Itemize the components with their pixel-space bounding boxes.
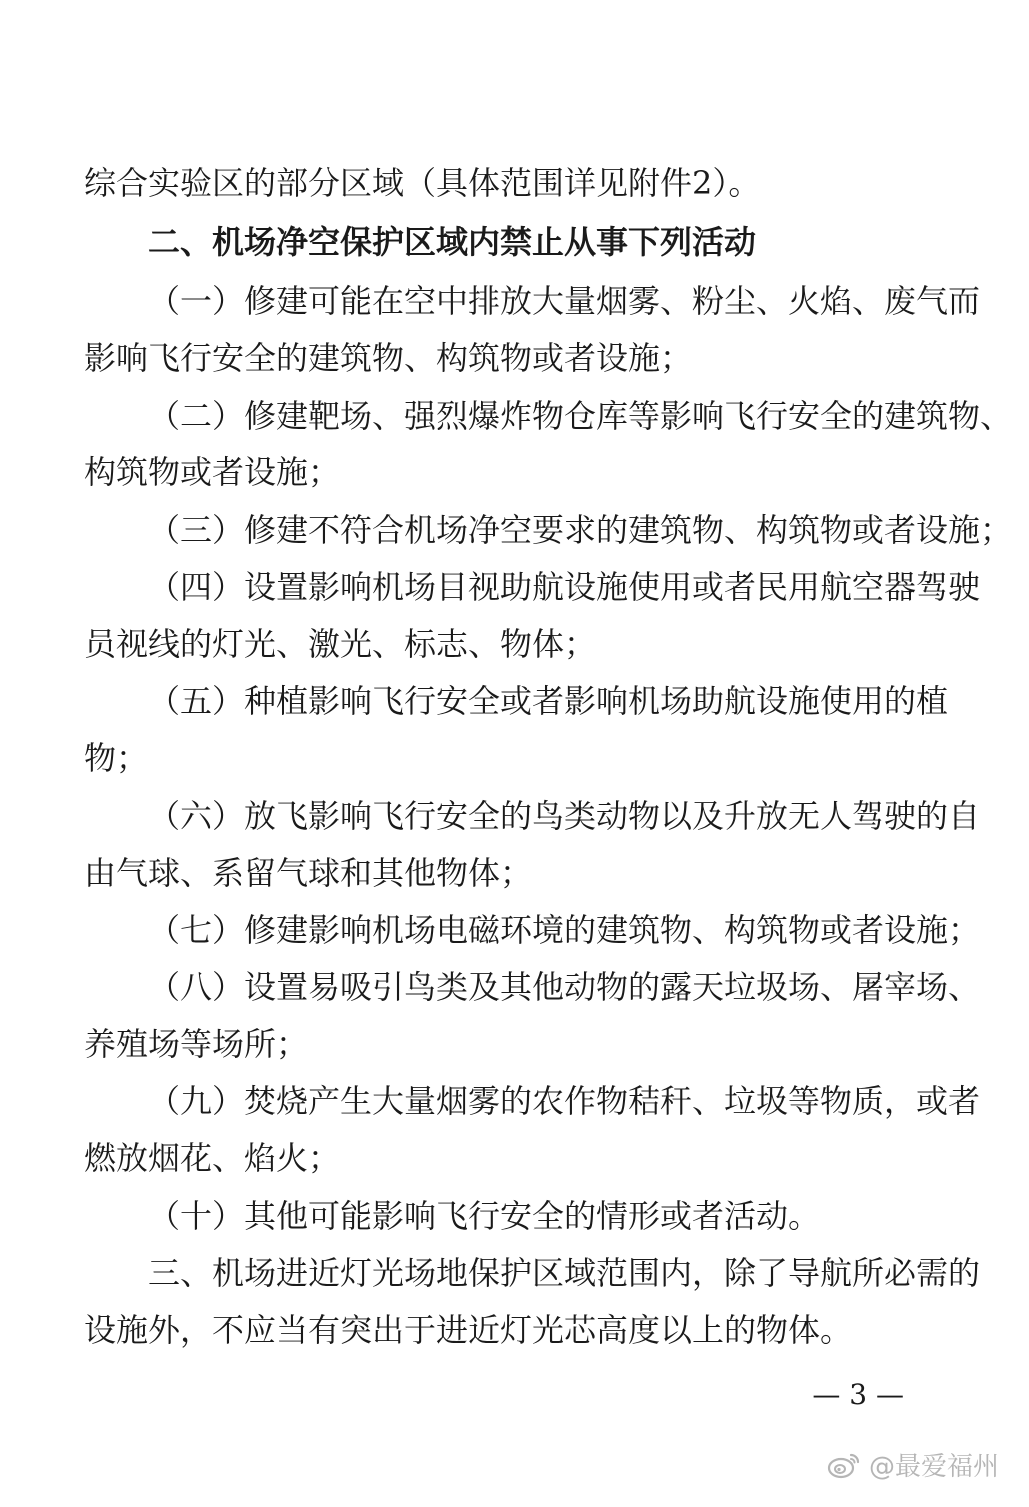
item-5-line-2: 物；: [84, 739, 149, 777]
item-8-line-1: （八）设置易吸引鸟类及其他动物的露天垃圾场、屠宰场、: [148, 968, 981, 1006]
section-3-line-1: 三、机场进近灯光场地保护区域范围内，除了导航所必需的: [148, 1254, 981, 1292]
weibo-logo-icon: [827, 1451, 861, 1479]
item-6-line-1: （六）放飞影响飞行安全的鸟类动物以及升放无人驾驶的自: [148, 797, 981, 835]
section-heading-2: 二、机场净空保护区域内禁止从事下列活动: [148, 223, 757, 261]
item-10-line-1: （十）其他可能影响飞行安全的情形或者活动。: [148, 1197, 821, 1235]
item-2-line-1: （二）修建靶场、强烈爆炸物仓库等影响飞行安全的建筑物、: [148, 397, 1013, 435]
item-9-line-2: 燃放烟花、焰火；: [84, 1139, 341, 1177]
section-3-line-2: 设施外，不应当有突出于进近灯光芯高度以上的物体。: [84, 1311, 853, 1349]
item-4-line-2: 员视线的灯光、激光、标志、物体；: [84, 625, 597, 663]
watermark: [827, 1446, 999, 1483]
item-6-line-2: 由气球、系留气球和其他物体；: [84, 854, 533, 892]
item-8-line-2: 养殖场等场所；: [84, 1025, 309, 1063]
item-7-line-1: （七）修建影响机场电磁环境的建筑物、构筑物或者设施；: [148, 911, 981, 949]
item-1-line-1: （一）修建可能在空中排放大量烟雾、粉尘、火焰、废气而: [148, 282, 981, 320]
item-3-line-1: （三）修建不符合机场净空要求的建筑物、构筑物或者设施；: [148, 511, 1013, 549]
item-9-line-1: （九）焚烧产生大量烟雾的农作物秸秆、垃圾等物质，或者: [148, 1082, 981, 1120]
item-1-line-2: 影响飞行安全的建筑物、构筑物或者设施；: [84, 339, 693, 377]
body-line-continuation: 综合实验区的部分区域（具体范围详见附件2）。: [84, 164, 761, 202]
item-5-line-1: （五）种植影响飞行安全或者影响机场助航设施使用的植: [148, 682, 949, 720]
item-2-line-2: 构筑物或者设施；: [84, 453, 341, 491]
watermark-text: @最爱福州: [868, 1452, 999, 1482]
page-number: — 3 —: [812, 1378, 904, 1411]
item-4-line-1: （四）设置影响机场目视助航设施使用或者民用航空器驾驶: [148, 568, 981, 606]
